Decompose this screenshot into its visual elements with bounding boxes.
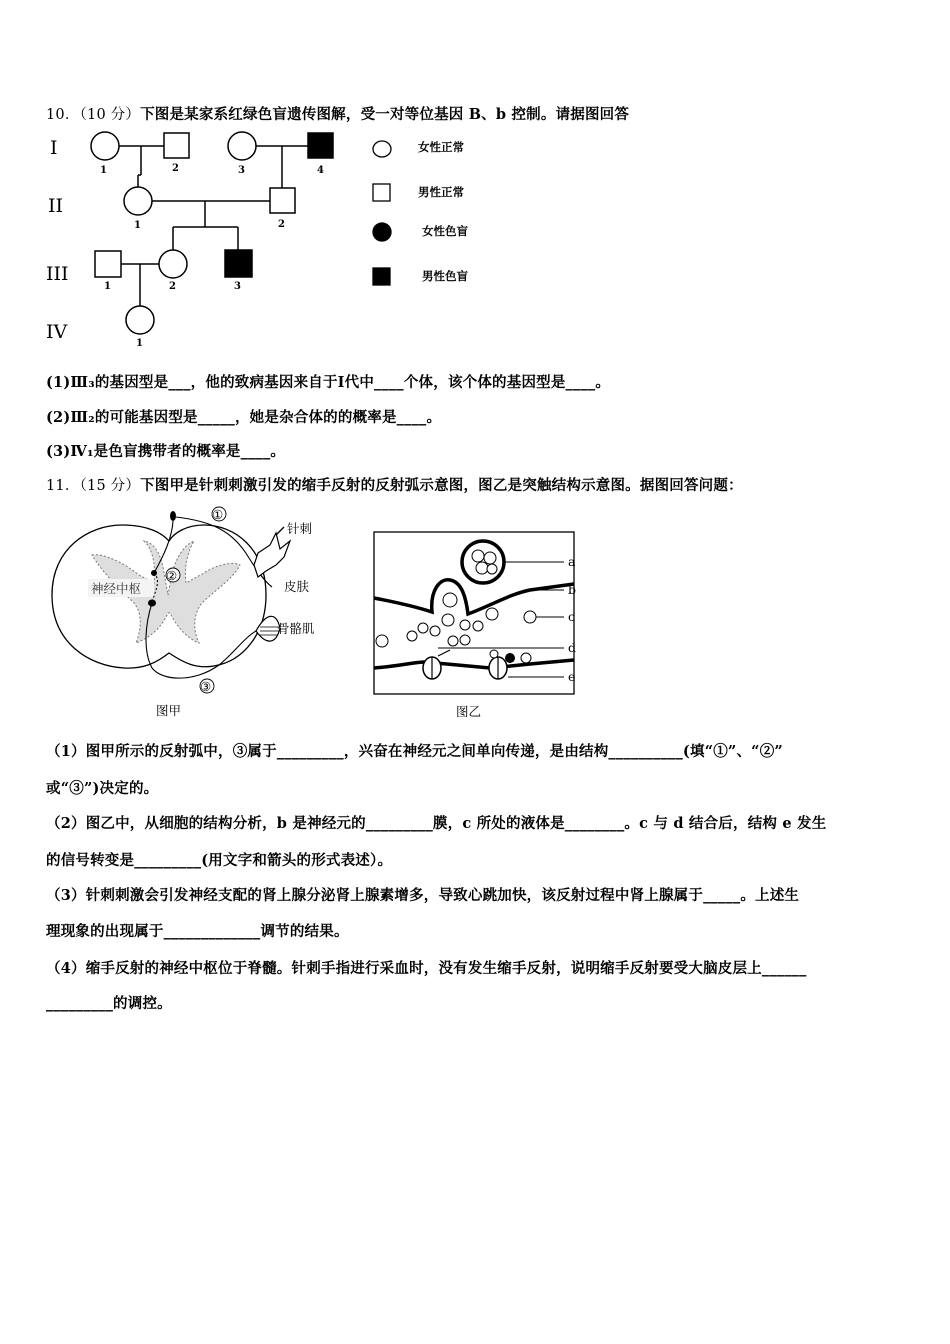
pedigree-I1-female-normal — [91, 132, 119, 160]
ind-num-I3: 3 — [238, 165, 245, 176]
q11-stem-line — [46, 474, 743, 495]
ind-num-III3: 3 — [234, 281, 241, 292]
q10-sub1: (1)Ⅲ₃的基因型是___，他的致病基因来自于Ⅰ代中____个体，该个体的基因型是____。 — [46, 374, 611, 391]
gen-label-III: III — [46, 263, 69, 285]
circle-label-2: ② — [166, 568, 178, 583]
pedigree-III1-male-normal — [95, 251, 121, 277]
q11-stem: 下图甲是针刺刺激引发的缩手反射的反射弧示意图，图乙是突触结构示意图。据图回答问题： — [140, 477, 743, 494]
q11-score: （15 分） — [79, 478, 141, 494]
q10-sub3: (3)Ⅳ₁是色盲携带者的概率是____。 — [46, 443, 286, 460]
legend-male-colorblind-label: 男性色盲 — [422, 269, 468, 283]
q10-stem-line — [46, 103, 629, 124]
legend-male-normal-symbol — [373, 184, 390, 201]
circle-label-3: ③ — [200, 679, 212, 694]
ind-num-III2: 2 — [169, 281, 176, 292]
ind-num-III1: 1 — [104, 281, 111, 292]
figure-jia-reflex-arc — [44, 503, 344, 723]
label-d: d — [568, 640, 577, 655]
label-nerve-center: 神经中枢 — [91, 581, 142, 596]
q11-p2-line1: （2）图乙中，从细胞的结构分析，b 是神经元的_________膜，c 所处的液体是________。c 与 d 结合后，结构 e 发生 — [46, 815, 827, 832]
q11-p2-line2: 的信号转变是_________(用文字和箭头的形式表述）。 — [46, 852, 393, 869]
pedigree-I3-female-normal — [228, 132, 256, 160]
ind-num-II2: 2 — [278, 219, 285, 230]
gen-label-I: I — [50, 137, 58, 159]
label-a: a — [568, 554, 576, 569]
legend-male-normal-label: 男性正常 — [418, 185, 464, 199]
pedigree-I2-male-normal — [164, 133, 189, 158]
ind-num-I2: 2 — [172, 163, 179, 174]
q11-p1-line1: （1）图甲所示的反射弧中，③属于_________，兴奋在神经元之间单向传递，是由结构__________(填“①”、“②” — [46, 743, 783, 760]
q10-stem: 下图是某家系红绿色盲遗传图解，受一对等位基因 B、b 控制。请据图回答 — [140, 106, 630, 123]
skin-shape — [254, 533, 290, 577]
legend-female-colorblind-symbol — [373, 223, 391, 241]
pedigree-diagram — [40, 125, 500, 350]
q11-p1-line2: 或“③”)决定的。 — [46, 780, 159, 797]
gen-label-IV: IV — [46, 321, 68, 343]
figure-yi-synapse — [370, 528, 590, 723]
legend-female-normal-symbol — [373, 141, 391, 157]
pedigree-III3-male-colorblind — [225, 250, 252, 277]
q11-p3-line1: （3）针刺刺激会引发神经支配的肾上腺分泌肾上腺素增多，导致心跳加快，该反射过程中肾上腺属于_____。上述生 — [46, 887, 800, 904]
pedigree-II1-female-normal — [124, 187, 152, 215]
legend-female-normal-label: 女性正常 — [418, 140, 464, 154]
pedigree-III2-female-normal — [159, 250, 187, 278]
label-skin: 皮肤 — [284, 579, 310, 594]
caption-yi: 图乙 — [456, 704, 482, 719]
legend-female-colorblind-label: 女性色盲 — [422, 224, 468, 238]
gen-label-II: II — [48, 195, 64, 217]
pedigree-I4-male-colorblind — [308, 133, 333, 158]
q10-score: （10 分） — [79, 107, 141, 123]
pedigree-II2-male-normal — [270, 188, 295, 213]
pedigree-IV1-female-normal — [126, 306, 154, 334]
label-c: c — [568, 609, 576, 624]
ind-num-I1: 1 — [100, 165, 107, 176]
q11-number: 11． — [46, 478, 80, 494]
label-needle: 针刺 — [287, 521, 313, 536]
ind-num-II1: 1 — [134, 220, 141, 231]
circle-label-1: ① — [212, 507, 224, 522]
q11-p3-line2: 理现象的出现属于_____________调节的结果。 — [46, 923, 349, 940]
q10-sub2: (2)Ⅲ₂的可能基因型是_____，她是杂合体的的概率是____。 — [46, 409, 442, 426]
caption-jia: 图甲 — [156, 703, 182, 718]
label-muscle: 骨骼肌 — [277, 621, 315, 636]
q11-p4-line1: （4）缩手反射的神经中枢位于脊髓。针刺手指进行采血时，没有发生缩手反射，说明缩手反射要受大脑皮层上______ — [46, 960, 807, 977]
label-b: b — [568, 582, 577, 597]
q10-number: 10． — [46, 107, 80, 123]
ind-num-IV1: 1 — [136, 338, 143, 349]
ind-num-I4: 4 — [317, 165, 324, 176]
label-e: e — [568, 669, 576, 684]
q11-p4-line2: _________的调控。 — [46, 995, 172, 1012]
legend-male-colorblind-symbol — [373, 268, 390, 285]
